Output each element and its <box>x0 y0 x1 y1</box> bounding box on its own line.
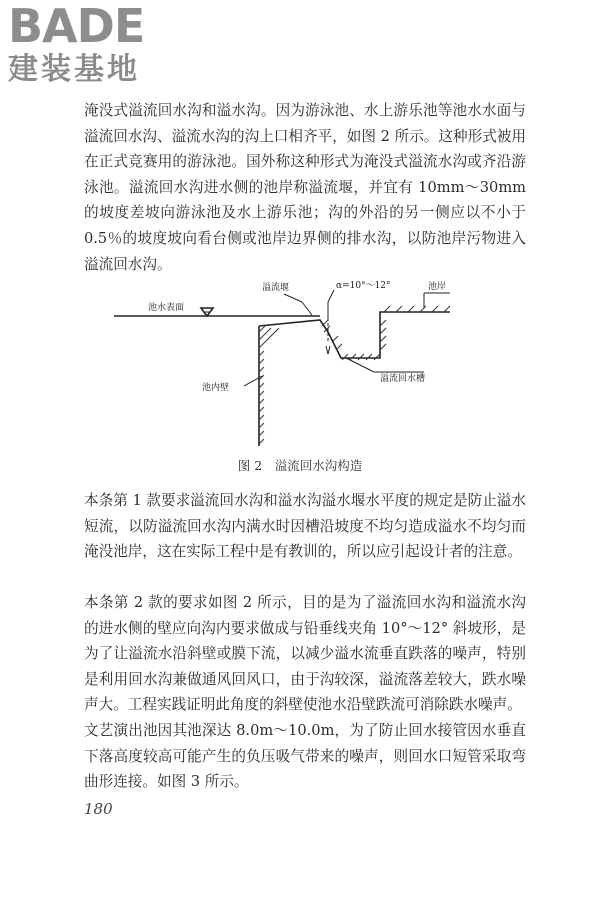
figure-caption: 图 2 溢流回水沟构造 <box>237 458 363 473</box>
page-number: 180 <box>84 800 113 818</box>
label-water-surface: 池水表面 <box>148 303 185 313</box>
label-pool-deck: 池岸 <box>428 282 447 292</box>
pool-wall-outline <box>259 312 450 358</box>
paragraph-2: 本条第 1 款要求溢流回水沟和溢水沟溢水堰水平度的规定是防止溢水短流，以防溢流回水沟内满水时因槽沿坡度不均匀造成溢水不均匀而淹没池岸，这在实际工程中是有教训的，所以应引起设计者的注意。 <box>84 492 526 561</box>
paragraph-4: 文艺演出池因其池深达 8.0m～10.0m，为了防止回水接管因水垂直下落高度较高可能产生的负压吸气带来的噪声，则回水口短管采取弯曲形连接。如图 3 所示。 <box>84 722 526 791</box>
logo <box>8 2 178 88</box>
overflow-trough-diagram <box>84 268 524 454</box>
label-pool-wall: 池内壁 <box>202 383 230 393</box>
paragraph-1: 淹没式溢流回水沟和溢水沟。因为游泳池、水上游乐池等池水水面与溢流回水沟、溢流水沟的沟上口相齐平，如图 2 所示。这种形式被用在正式竞赛用的游泳池。国外称这种形式为淹没式溢流水沟或齐沿游泳池。溢流回水沟进水侧的池岸称溢流堰，并宜有 10mm～30mm 的坡度差坡向游泳池及水上游乐池；沟的外沿的另一侧应以不小于 0.5％的坡度坡向看台侧或池岸边界侧的排水沟，以防池岸污物进入溢流回水沟。 <box>84 102 526 273</box>
label-angle: α=10°～12° <box>336 281 391 291</box>
label-overflow-weir: 溢流堰 <box>262 283 290 293</box>
label-overflow-trough: 溢流回水槽 <box>380 374 426 384</box>
paragraph-3: 本条第 2 款的要求如图 2 所示，目的是为了溢流回水沟和溢流水沟的进水侧的壁应向沟内要求做成与铅垂线夹角 10°～12° 斜坡形，是为了让溢流水沿斜壁或膜下流，以减少溢水流垂直跌落的噪声，特别是利用回水沟兼做通风回风口，由于沟较深，溢流落差较大，跌水噪声大。工程实践证明此角度的斜壁使池水沿壁跌流可消除跌水噪声。 <box>84 594 526 714</box>
logo-brand: BADE <box>8 0 145 53</box>
logo-subtitle: 建装基地 <box>8 52 140 87</box>
